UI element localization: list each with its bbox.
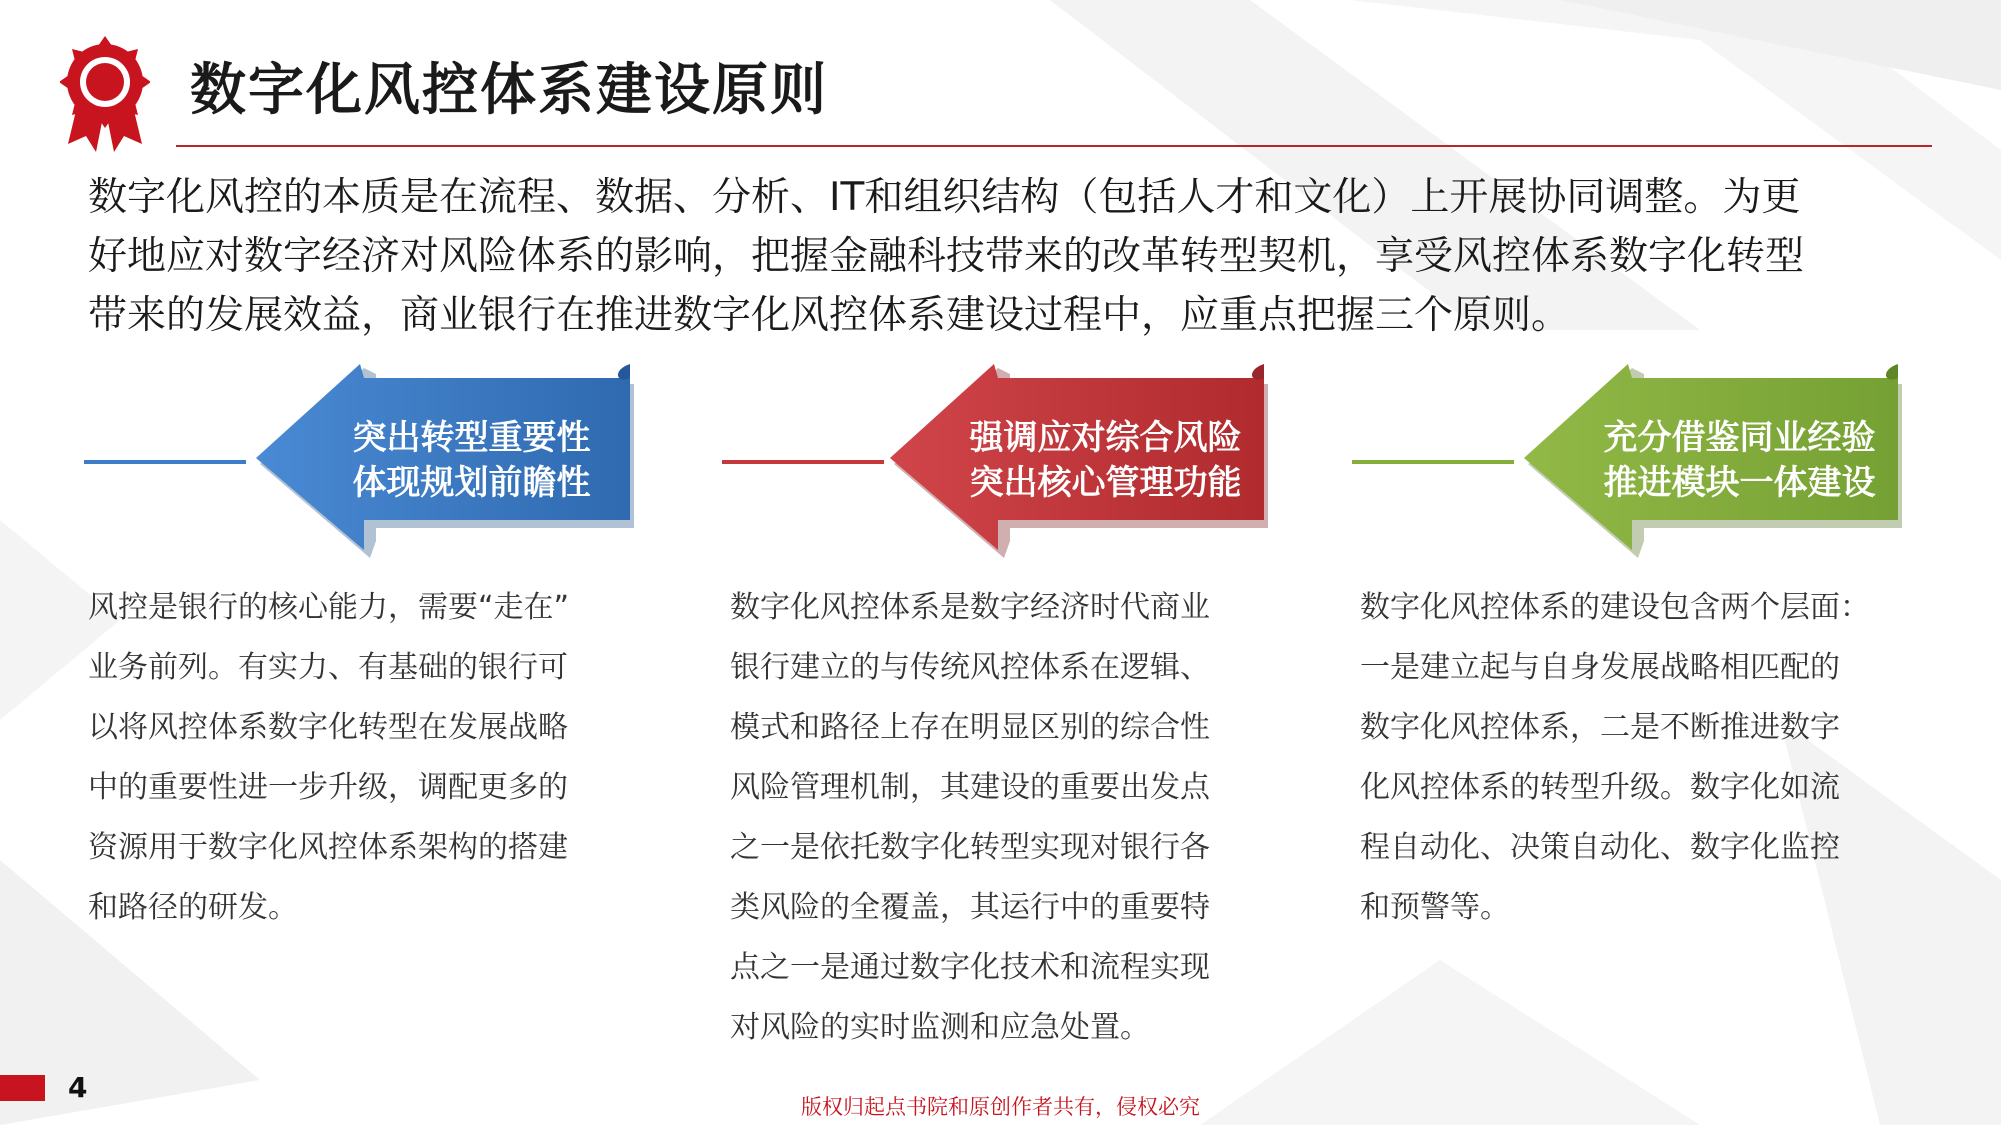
- description-line: 中的重要性进一步升级，调配更多的: [88, 770, 568, 805]
- description-line: 之一是依托数字化转型实现对银行各: [730, 830, 1210, 865]
- description-line: 程自动化、决策自动化、数字化监控: [1360, 830, 1840, 865]
- connector-line-blue: [84, 460, 246, 464]
- page-number: 4: [68, 1071, 88, 1104]
- principle-arrow-3: [1524, 364, 1904, 564]
- title-underline: [176, 145, 1932, 147]
- principle-description-1: [88, 578, 569, 938]
- description-line: 数字化风控体系，二是不断推进数字: [1360, 710, 1840, 745]
- description-line: 一是建立起与自身发展战略相匹配的: [1360, 650, 1840, 685]
- intro-line: 带来的发展效益，商业银行在推进数字化风控体系建设过程中，应重点把握三个原则。: [88, 293, 1571, 338]
- copyright-notice: 版权归起点书院和原创作者共有，侵权必究: [801, 1095, 1200, 1119]
- description-line: 和预警等。: [1360, 890, 1510, 925]
- description-line: 类风险的全覆盖，其运行中的重要特: [730, 890, 1210, 925]
- principle-description-3: [1360, 578, 1870, 938]
- award-ribbon-icon: [60, 36, 150, 156]
- description-line: 以将风控体系数字化转型在发展战略: [88, 710, 568, 745]
- description-line: 资源用于数字化风控体系架构的搭建: [88, 830, 568, 865]
- principle-title: 强调应对综合风险 突出核心管理功能: [969, 418, 1242, 503]
- principle-title: 突出转型重要性 体现规划前瞻性: [352, 418, 591, 503]
- description-line: 点之一是通过数字化技术和流程实现: [730, 950, 1210, 985]
- description-line: 数字化风控体系是数字经济时代商业: [730, 590, 1210, 625]
- description-line: 和路径的研发。: [88, 890, 298, 925]
- principle-description-2: [730, 578, 1210, 1058]
- page-title: 数字化风控体系建设原则: [190, 58, 828, 123]
- description-line: 数字化风控体系的建设包含两个层面：: [1360, 590, 1870, 625]
- description-line: 业务前列。有实力、有基础的银行可: [88, 650, 568, 685]
- connector-line-green: [1352, 460, 1514, 464]
- description-line: 对风险的实时监测和应急处置。: [730, 1010, 1150, 1045]
- description-line: 银行建立的与传统风控体系在逻辑、: [730, 650, 1210, 685]
- description-line: 化风控体系的转型升级。数字化如流: [1360, 770, 1840, 805]
- connector-line-red: [722, 460, 884, 464]
- description-line: 模式和路径上存在明显区别的综合性: [730, 710, 1210, 745]
- principle-arrow-1: [256, 364, 636, 564]
- principle-arrow-2: [890, 364, 1270, 564]
- description-line: 风险管理机制，其建设的重要出发点: [730, 770, 1210, 805]
- intro-paragraph: [88, 168, 1933, 345]
- principle-title: 充分借鉴同业经验 推进模块一体建设: [1603, 418, 1876, 503]
- intro-line: 好地应对数字经济对风险体系的影响，把握金融科技带来的改革转型契机，享受风控体系数字化转型: [88, 234, 1805, 279]
- description-line: 风控是银行的核心能力，需要“走在”: [88, 590, 570, 625]
- intro-line: 数字化风控的本质是在流程、数据、分析、IT和组织结构（包括人才和文化）上开展协同调整。为更: [88, 175, 1801, 220]
